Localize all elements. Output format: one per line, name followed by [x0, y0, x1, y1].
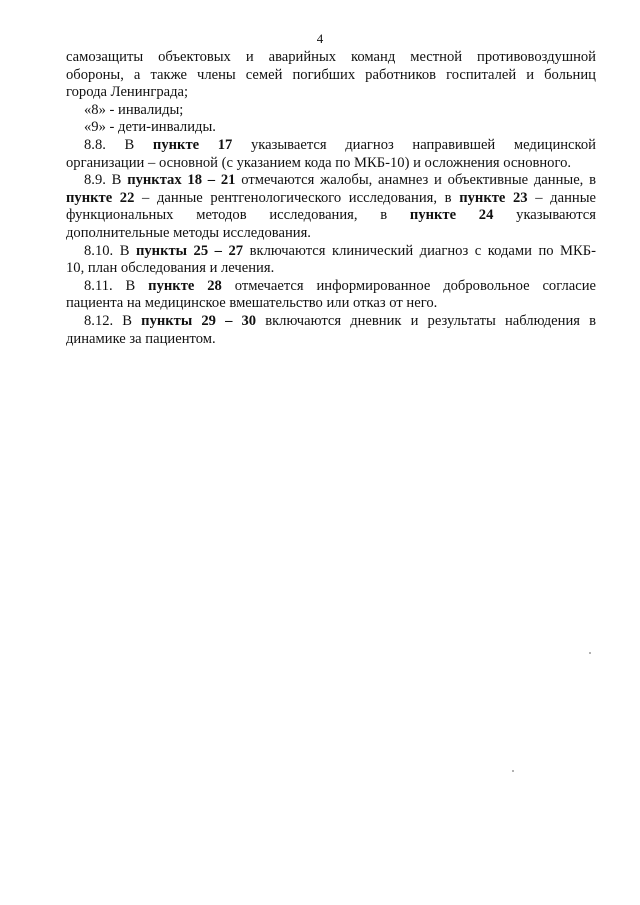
- paragraph-8-11-line-1: 8.11. В пункте 28 отмечается информированное добровольное согласие: [84, 277, 596, 294]
- scan-speck: [589, 652, 591, 654]
- paragraph-8-12-line-1: 8.12. В пункты 29 – 30 включаются дневник и результаты наблюдения в: [84, 312, 596, 329]
- text-line: самозащиты объектовых и аварийных команд местной противовоздушной: [66, 49, 596, 65]
- paragraph-8-9-line-2: пункте 22 – данные рентгенологического исследования, в пункте 23 – данные: [66, 189, 596, 206]
- text-line: пациента на медицинское вмешательство или отказ от него.: [66, 295, 438, 312]
- paragraph-8-8-line-1: 8.8. В пункте 17 указывается диагноз направившей медицинской: [84, 136, 596, 153]
- paragraph-8-9-line-1: 8.9. В пунктах 18 – 21 отмечаются жалобы, анамнез и объективные данные, в: [84, 172, 596, 189]
- scan-speck: [512, 770, 514, 772]
- document-body: [66, 49, 596, 348]
- paragraph-8-10-line-1: 8.10. В пункты 25 – 27 включаются клинический диагноз с кодами по МКБ-: [84, 242, 597, 259]
- paragraph-8-9-line-3: функциональных методов исследования, в пункте 24 указываются: [66, 207, 596, 224]
- text-line: 10, план обследования и лечения.: [66, 260, 275, 277]
- text-line: организации – основной (с указанием кода по МКБ-10) и осложнения основного.: [66, 154, 572, 171]
- text-line: дополнительные методы исследования.: [66, 224, 311, 241]
- text-line: «9» - дети-инвалиды.: [84, 119, 216, 136]
- text-line: города Ленинграда;: [66, 84, 189, 101]
- text-line: «8» - инвалиды;: [84, 101, 184, 118]
- page-number: 4: [316, 31, 324, 46]
- text-line: динамике за пациентом.: [66, 330, 216, 347]
- text-line: обороны, а также члены семей погибших работников госпиталей и больниц: [66, 66, 596, 83]
